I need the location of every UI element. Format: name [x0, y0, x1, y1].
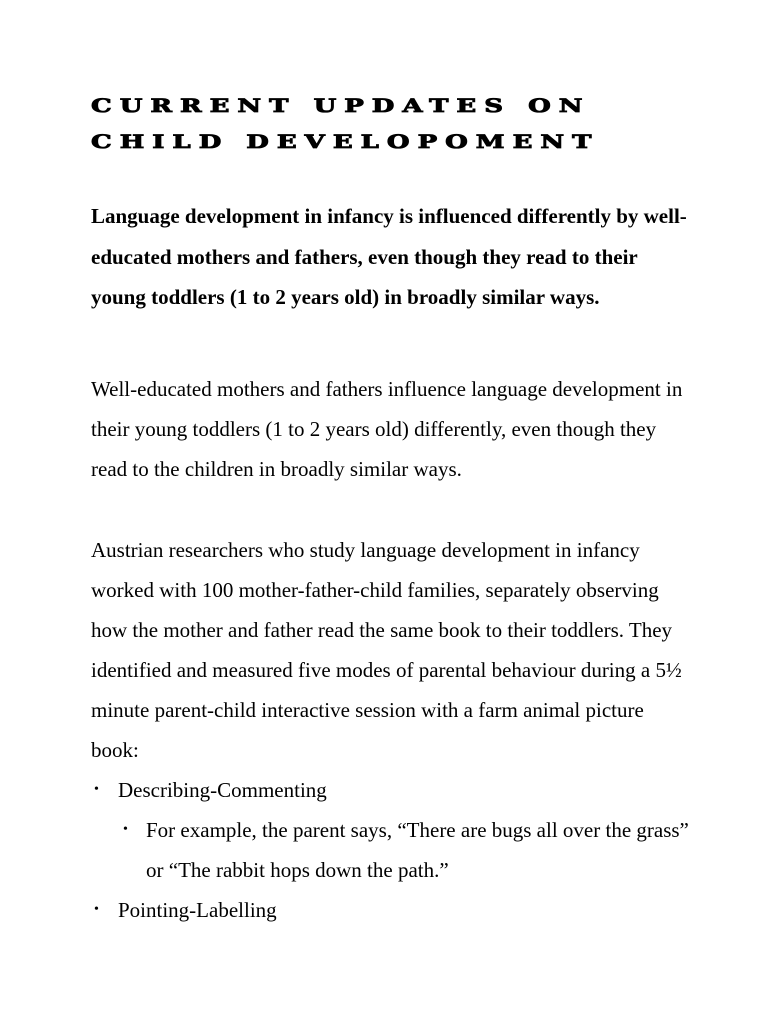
- list-item: [91, 770, 711, 810]
- list-subitem-text: For example, the parent says, “There are bugs all over the grass” or “The rabbit hops down the path.”: [146, 818, 689, 882]
- behaviour-list: [91, 770, 711, 930]
- bullet-icon: •: [123, 822, 128, 837]
- lead-paragraph: Language development in infancy is influenced differently by well-educated mothers and fathers, even though they read to their young toddlers (1 to 2 years old) in broadly similar ways.: [91, 204, 687, 309]
- body-paragraph-2: Austrian researchers who study language development in infancy worked with 100 mother-father-child families, separately observing how the mother and father read the same book to their toddlers. They identified and measured five modes of parental behaviour during a 5½ minute parent-child interactive session with a farm animal picture book:: [91, 538, 682, 762]
- title-line-2: CHILD DEVELOPOMENT: [91, 131, 600, 153]
- bullet-icon: •: [94, 782, 99, 797]
- list-subitem: [91, 810, 711, 890]
- list-item-text: Pointing-Labelling: [118, 898, 277, 922]
- document-title: [91, 88, 731, 160]
- list-item-text: Describing-Commenting: [118, 778, 327, 802]
- list-item: [91, 890, 711, 930]
- body-paragraph-1: Well-educated mothers and fathers influence language development in their young toddlers (1 to 2 years old) differently, even though they read to the children in broadly similar ways.: [91, 377, 683, 481]
- bullet-icon: •: [94, 902, 99, 917]
- title-line-1: CURRENT UPDATES ON: [91, 95, 591, 117]
